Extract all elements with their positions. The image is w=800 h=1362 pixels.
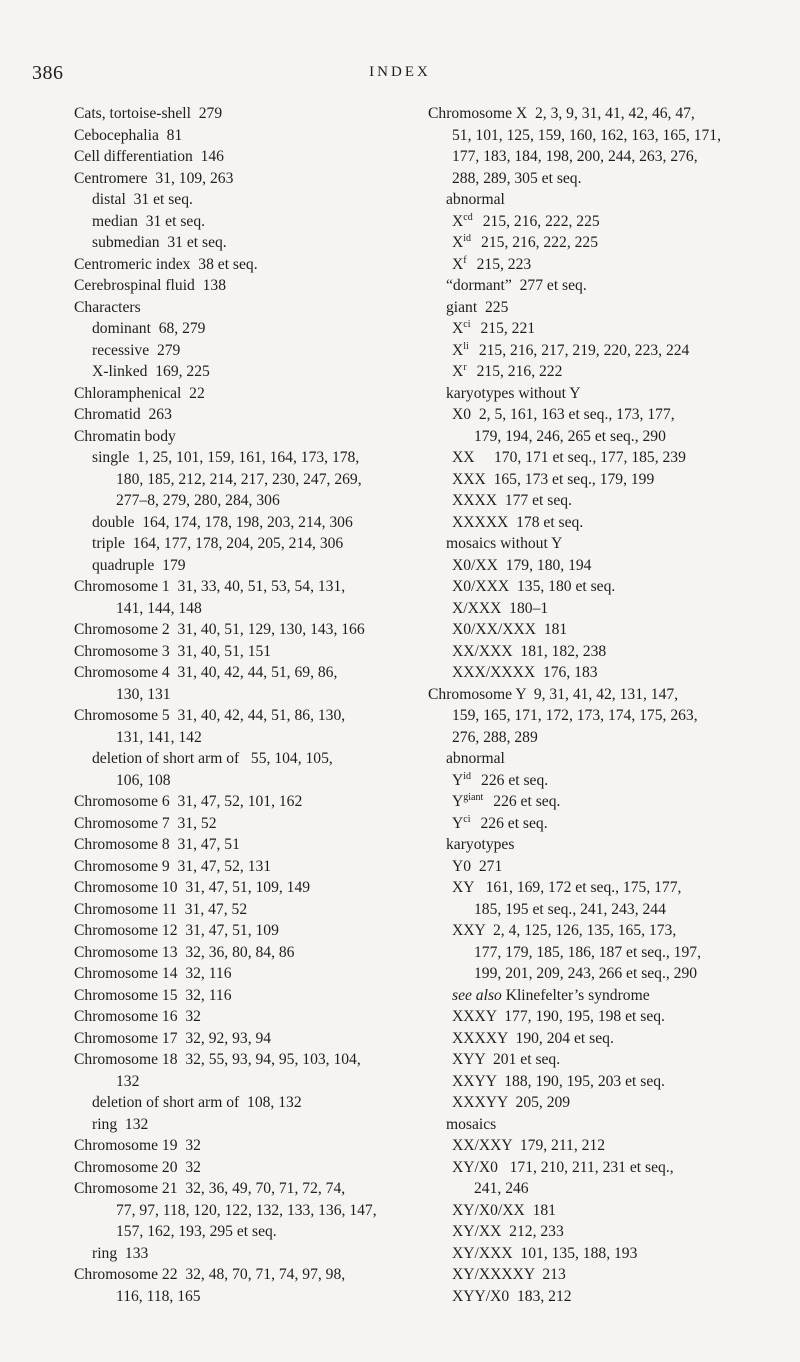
right-index-entry [428,727,773,749]
right-index-entry [428,856,773,878]
index-entry-text: Chromosome 1 31, 33, 40, 51, 53, 54, 131, [74,578,346,595]
left-index-entry [74,340,414,362]
chromosome-superscript: id [463,233,472,244]
index-entry-text: 77, 97, 118, 120, 122, 132, 133, 136, 147, [116,1201,377,1219]
index-entry-text: Chromosome 15 32, 116 [74,986,232,1004]
index-entry-text: 157, 162, 193, 295 et seq. [116,1223,277,1240]
left-index-entry [74,1286,414,1308]
index-entry-text: 177, 183, 184, 198, 200, 244, 263, 276, [452,148,698,165]
index-entry-text: XXXX 177 et seq. [452,492,572,509]
left-index-entry [74,1243,414,1265]
index-entry-text: Chromosome 2 31, 40, 51, 129, 130, 143, 166 [74,621,365,638]
left-index-entry [74,1006,414,1028]
right-index-entry [428,297,773,319]
index-entry-text: 215, 216, 222, 225 [482,212,600,230]
left-index-entry [74,297,414,319]
index-entry-text: XYY/X0 183, 212 [452,1287,572,1305]
index-entry-text: Chromosome 18 32, 55, 93, 94, 95, 103, 104, [74,1051,361,1068]
left-index-entry [74,813,414,835]
right-index-entry [428,791,773,813]
left-index-entry [74,469,414,491]
left-index-entry [74,770,414,792]
left-index-entry [74,404,414,426]
index-entry-text: recessive 279 [92,341,181,359]
left-index-entry [74,1264,414,1286]
right-index-entry [428,942,773,964]
index-entry-text: X-linked 169, 225 [92,363,210,380]
index-entry-text: 215, 223 [476,255,532,273]
index-entry-text: karyotypes [446,836,515,853]
left-index-entry [74,447,414,469]
left-index-entry [74,168,414,190]
right-index-entry [428,684,773,706]
chromosome-symbol: Y [452,814,464,832]
index-entry-text: Cebocephalia 81 [74,126,183,144]
left-index-entry [74,318,414,340]
chromosome-superscript: r [463,362,467,373]
right-index-entry [428,383,773,405]
right-index-entry [428,1135,773,1157]
index-entry-text: XXX 165, 173 et seq., 179, 199 [452,470,655,488]
index-entry-text: Chromatid 263 [74,406,172,423]
index-column-right [428,103,773,1307]
right-index-entry [428,619,773,641]
index-entry-text: Chromosome 17 32, 92, 93, 94 [74,1029,272,1047]
left-index-entry [74,985,414,1007]
right-index-entry [428,125,773,147]
index-entry-text: XXXXY 190, 204 et seq. [452,1029,614,1047]
right-index-entry [428,748,773,770]
right-index-entry [428,1071,773,1093]
left-index-entry [74,1200,414,1222]
right-index-entry [428,469,773,491]
left-index-entry [74,555,414,577]
index-entry-text: 241, 246 [474,1180,529,1197]
left-index-entry [74,1028,414,1050]
index-entry-text: quadruple 179 [92,556,186,574]
index-entry-text: Chromosome 22 32, 48, 70, 71, 74, 97, 98, [74,1266,346,1283]
index-entry-text: Centromeric index 38 et seq. [74,255,258,273]
index-entry-text: Y0 271 [452,857,503,875]
index-entry-text: Chromosome 11 31, 47, 52 [74,900,248,918]
right-index-entry [428,1264,773,1286]
index-entry-text: 185, 195 et seq., 241, 243, 244 [474,900,666,918]
index-entry-text: Chromosome 20 32 [74,1158,201,1176]
right-index-entry [428,254,773,276]
index-entry-text: 215, 221 [480,320,536,337]
chromosome-superscript: cd [463,211,473,223]
right-index-entry [428,146,773,168]
left-index-entry [74,1178,414,1200]
index-entry-text: 180, 185, 212, 214, 217, 230, 247, 269, [116,470,362,488]
right-index-entry [428,103,773,125]
index-entry-text: Chromosome 4 31, 40, 42, 44, 51, 69, 86, [74,664,338,681]
chromosome-superscript: f [463,254,467,266]
cross-reference-label: see also [452,986,502,1004]
left-index-entry [74,598,414,620]
index-entry-text: Chromosome 5 31, 40, 42, 44, 51, 86, 130, [74,707,346,724]
right-index-entry [428,899,773,921]
right-index-entry [428,705,773,727]
index-entry-text: Cerebrospinal fluid 138 [74,277,227,294]
left-index-entry [74,1049,414,1071]
page-number: 386 [32,62,64,84]
index-entry-text: XXX/XXXX 176, 183 [452,664,598,681]
index-entry-text: ring 132 [92,1115,149,1133]
right-index-entry [428,1200,773,1222]
index-entry-text: XY/XXX 101, 135, 188, 193 [452,1244,638,1262]
index-entry-text: ring 133 [92,1244,149,1262]
right-index-entry [428,1028,773,1050]
index-entry-text: mosaics [446,1115,497,1133]
index-entry-text: double 164, 174, 178, 198, 203, 214, 306 [92,513,353,531]
chromosome-symbol: Y [452,793,464,810]
left-index-entry [74,512,414,534]
right-index-entry [428,920,773,942]
right-index-entry [428,512,773,534]
index-entry-text: Chromosome 21 32, 36, 49, 70, 71, 72, 74, [74,1180,346,1197]
right-index-entry [428,533,773,555]
right-index-entry [428,576,773,598]
index-entry-text: XXXY 177, 190, 195, 198 et seq. [452,1008,665,1025]
index-entry-text: 277–8, 279, 280, 284, 306 [116,492,280,509]
right-index-entry [428,1286,773,1308]
right-index-entry [428,1157,773,1179]
left-index-entry [74,125,414,147]
left-index-entry [74,1157,414,1179]
index-entry-text: deletion of short arm of 55, 104, 105, [92,750,333,767]
right-index-entry [428,426,773,448]
chromosome-symbol: X [452,234,464,251]
chromosome-superscript: ci [463,319,471,330]
left-index-entry [74,1135,414,1157]
index-entry-text: XY/XXXXY 213 [452,1266,566,1283]
left-index-entry [74,834,414,856]
index-entry-text: X0/XX/XXX 181 [452,621,568,638]
left-index-entry [74,576,414,598]
right-index-entry [428,1243,773,1265]
right-index-entry [428,985,773,1007]
chromosome-superscript: li [463,340,469,352]
index-entry-text: triple 164, 177, 178, 204, 205, 214, 306 [92,535,344,552]
index-entry-text: 226 et seq. [480,814,548,832]
chromosome-symbol: X [452,255,464,273]
index-entry-text: 177, 179, 185, 186, 187 et seq., 197, [474,943,701,961]
index-entry-text: 199, 201, 209, 243, 266 et seq., 290 [474,965,698,982]
index-column-left [74,103,414,1307]
index-entry-text: Characters [74,298,141,316]
left-index-entry [74,877,414,899]
left-index-entry [74,146,414,168]
index-entry-text: 276, 288, 289 [452,728,538,746]
left-index-entry [74,1071,414,1093]
index-entry-text: Chromosome 7 31, 52 [74,814,217,832]
index-entry-text: Chromosome 13 32, 36, 80, 84, 86 [74,943,295,961]
left-index-entry [74,189,414,211]
right-index-entry [428,232,773,254]
right-index-entry [428,404,773,426]
index-entry-text: 116, 118, 165 [116,1287,201,1305]
chromosome-symbol: X [452,320,464,337]
left-index-entry [74,1221,414,1243]
index-entry-text: distal 31 et seq. [92,191,193,208]
index-entry-text: Chromosome 14 32, 116 [74,965,232,982]
index-entry-text: 132 [116,1072,140,1090]
index-entry-text: Chromosome 12 31, 47, 51, 109 [74,922,279,939]
index-entry-text: X0/XX 179, 180, 194 [452,556,592,574]
left-index-entry [74,920,414,942]
chromosome-symbol: X [452,341,464,359]
index-entry-text: abnormal [446,191,505,208]
index-entry-text: Chromosome Y 9, 31, 41, 42, 131, 147, [428,685,679,703]
index-entry-text: X/XXX 180–1 [452,599,549,617]
index-entry-text: Chromosome 6 31, 47, 52, 101, 162 [74,793,303,810]
index-entry-text: 215, 216, 217, 219, 220, 223, 224 [478,341,690,359]
chromosome-symbol: X [452,363,464,380]
index-entry-text: XY 161, 169, 172 et seq., 175, 177, [452,879,682,896]
index-entry-text: XY/XX 212, 233 [452,1223,564,1240]
index-entry-text: X0 2, 5, 161, 163 et seq., 173, 177, [452,406,675,423]
index-entry-text: 288, 289, 305 et seq. [452,169,582,187]
left-index-entry [74,383,414,405]
right-index-entry [428,555,773,577]
left-index-entry [74,705,414,727]
right-index-entry [428,490,773,512]
index-entry-text: XYY 201 et seq. [452,1051,561,1068]
index-entry-text: Chromosome 3 31, 40, 51, 151 [74,642,272,660]
index-entry-text: X0/XXX 135, 180 et seq. [452,578,616,595]
index-entry-text: XX 170, 171 et seq., 177, 185, 239 [452,449,686,466]
right-index-entry [428,598,773,620]
index-entry-text: Chromosome X 2, 3, 9, 31, 41, 42, 46, 47, [428,105,695,122]
index-entry-text: abnormal [446,750,505,767]
index-entry-text: dominant 68, 279 [92,320,206,337]
index-entry-text: 226 et seq. [493,793,561,810]
index-entry-text: Chromatin body [74,427,176,445]
chromosome-symbol: Y [452,771,464,789]
left-index-entry [74,1092,414,1114]
right-index-entry [428,963,773,985]
index-entry-text: Chromosome 8 31, 47, 51 [74,836,240,853]
left-index-entry [74,533,414,555]
left-index-entry [74,899,414,921]
index-entry-text: 131, 141, 142 [116,728,202,746]
index-entry-text: 215, 216, 222 [476,363,563,380]
index-entry-text: XXYY 188, 190, 195, 203 et seq. [452,1072,665,1090]
index-entry-text: Chromosome 16 32 [74,1008,201,1025]
chromosome-superscript: ci [463,813,471,825]
left-index-entry [74,103,414,125]
right-index-entry [428,641,773,663]
index-entry-text: XY/X0/XX 181 [452,1201,556,1219]
running-head: INDEX [369,64,431,80]
right-index-entry [428,1221,773,1243]
left-index-entry [74,619,414,641]
left-index-entry [74,748,414,770]
index-entry-text: 215, 216, 222, 225 [481,234,598,251]
index-entry-text: 130, 131 [116,685,171,703]
index-entry-text: Cats, tortoise-shell 279 [74,105,223,122]
right-index-entry [428,1092,773,1114]
index-entry-text: Chromosome 19 32 [74,1137,201,1154]
index-entry-text: submedian 31 et seq. [92,234,227,251]
right-index-entry [428,1006,773,1028]
right-index-entry [428,813,773,835]
right-index-entry [428,447,773,469]
left-index-entry [74,254,414,276]
right-index-entry [428,318,773,340]
index-entry-text: 106, 108 [116,771,171,789]
index-entry-text: giant 225 [446,298,509,316]
left-index-entry [74,856,414,878]
right-index-entry [428,1178,773,1200]
right-index-entry [428,834,773,856]
right-index-entry [428,168,773,190]
index-entry-text: Klinefelter’s syndrome [501,986,650,1004]
index-entry-text: mosaics without Y [446,535,563,552]
index-entry-text: XX/XXX 181, 182, 238 [452,642,607,660]
index-entry-text: “dormant” 277 et seq. [446,277,587,294]
left-index-entry [74,942,414,964]
index-entry-text: Chromosome 10 31, 47, 51, 109, 149 [74,879,311,896]
left-index-entry [74,232,414,254]
right-index-entry [428,361,773,383]
index-entry-text: 226 et seq. [481,771,549,789]
index-entry-text: 141, 144, 148 [116,599,202,617]
index-entry-text: XY/X0 171, 210, 211, 231 et seq., [452,1158,674,1176]
right-index-entry [428,1049,773,1071]
left-index-entry [74,275,414,297]
right-index-entry [428,340,773,362]
right-index-entry [428,189,773,211]
left-index-entry [74,963,414,985]
left-index-entry [74,426,414,448]
index-entry-text: Chloramphenical 22 [74,384,205,402]
right-index-entry [428,877,773,899]
chromosome-symbol: X [452,212,464,230]
chromosome-superscript: giant [463,792,484,803]
index-entry-text: XXXYY 205, 209 [452,1094,571,1111]
index-entry-text: Cell differentiation 146 [74,148,224,165]
chromosome-superscript: id [463,770,472,782]
index-entry-text: median 31 et seq. [92,212,206,230]
right-index-entry [428,275,773,297]
left-index-entry [74,727,414,749]
index-entry-text: 51, 101, 125, 159, 160, 162, 163, 165, 171, [452,126,721,144]
right-index-entry [428,1114,773,1136]
index-entry-text: XX/XXY 179, 211, 212 [452,1137,606,1154]
left-index-entry [74,641,414,663]
index-entry-text: XXY 2, 4, 125, 126, 135, 165, 173, [452,922,677,939]
left-index-entry [74,490,414,512]
left-index-entry [74,211,414,233]
index-entry-text: Chromosome 9 31, 47, 52, 131 [74,857,272,875]
left-index-entry [74,662,414,684]
index-entry-text: karyotypes without Y [446,384,581,402]
index-entry-text: 179, 194, 246, 265 et seq., 290 [474,427,666,445]
right-index-entry [428,770,773,792]
right-index-entry [428,211,773,233]
index-entry-text: XXXXX 178 et seq. [452,513,584,531]
left-index-entry [74,791,414,813]
right-index-entry [428,662,773,684]
left-index-entry [74,1114,414,1136]
index-entry-text: single 1, 25, 101, 159, 161, 164, 173, 178, [92,449,360,466]
left-index-entry [74,361,414,383]
index-entry-text: Centromere 31, 109, 263 [74,169,234,187]
index-entry-text: deletion of short arm of 108, 132 [92,1094,302,1111]
left-index-entry [74,684,414,706]
index-entry-text: 159, 165, 171, 172, 173, 174, 175, 263, [452,707,698,724]
